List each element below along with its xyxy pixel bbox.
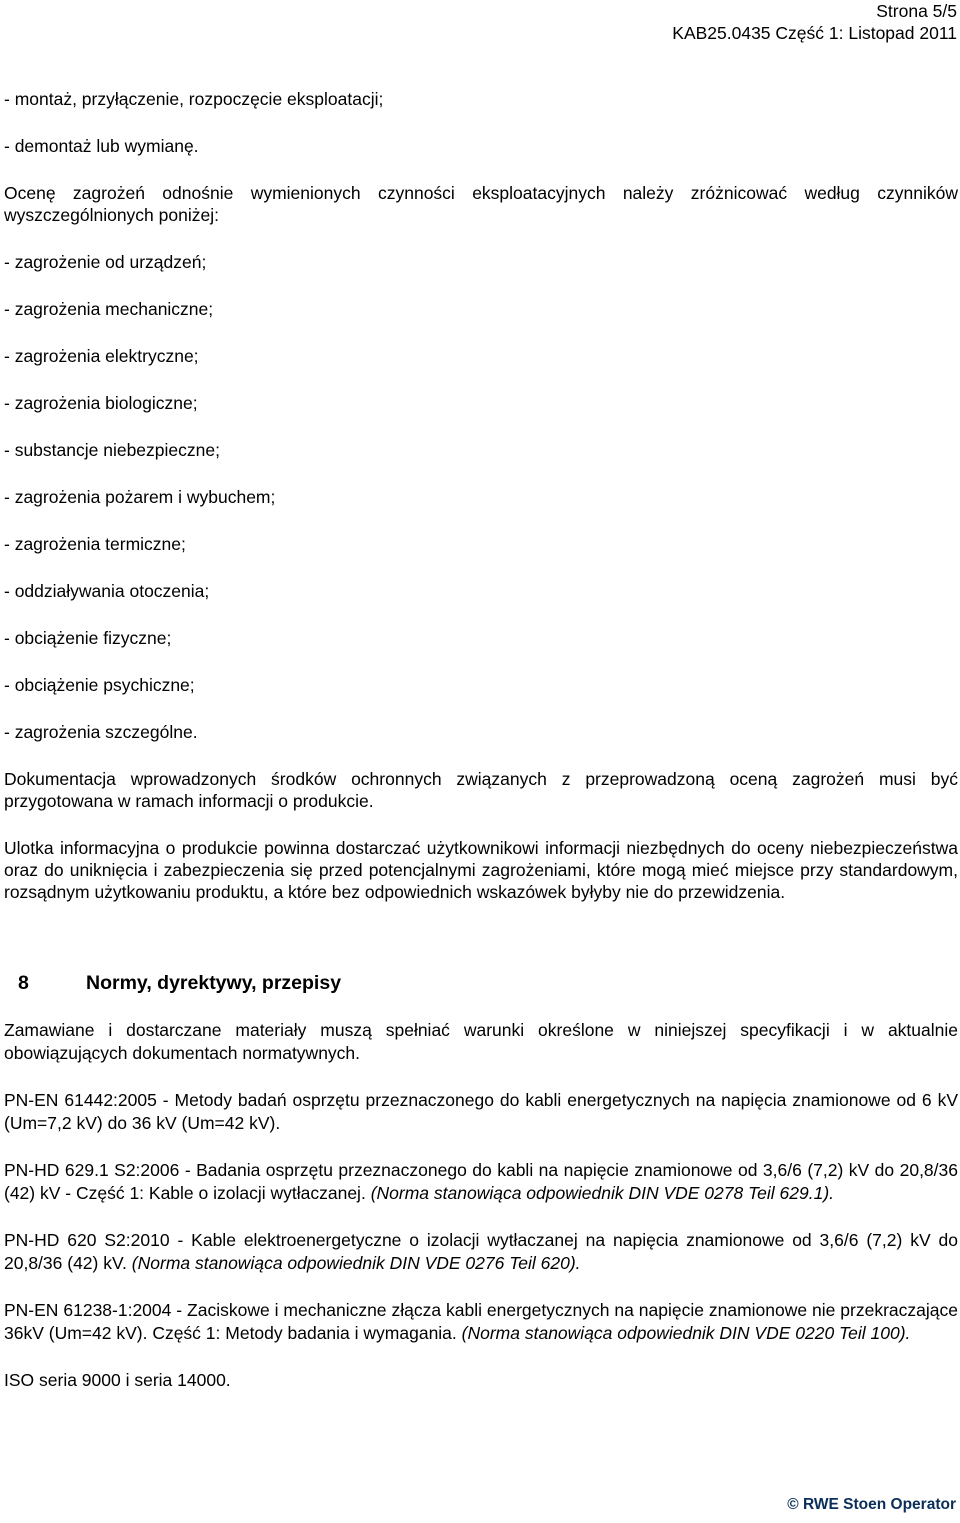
section-title: Normy, dyrektywy, przepisy [86, 972, 342, 994]
hazard-item: - zagrożenia elektryczne; [4, 346, 199, 366]
iso-paragraph: ISO seria 9000 i seria 14000. [4, 1370, 231, 1390]
standard-note: (Norma stanowiąca odpowiednik DIN VDE 0220 Teil 100). [461, 1323, 911, 1343]
hazard-item: - obciążenie psychiczne; [4, 675, 195, 695]
standard-text: PN-HD 629.1 S2:2006 - Badania osprzętu przeznaczonego do kabli na napięcie znamionowe od 3,6/6 (7,2) kV do 20,8/36 (42) kV - Część 1: Kable o izolacji wytłaczanej. [4, 1160, 958, 1203]
section-intro-paragraph: Zamawiane i dostarczane materiały muszą spełniać warunki określone w niniejszej specyfikacji i w aktualnie obowiązujących dokumentach normatywnych. [4, 1020, 958, 1063]
documentation-paragraph: Dokumentacja wprowadzonych środków ochronnych związanych z przeprowadzoną oceną zagrożeń musi być przygotowana w ramach informacji o produkcie. [4, 769, 958, 811]
document-body [4, 88, 958, 903]
list-item: - demontaż lub wymianę. [4, 136, 199, 156]
section-heading [18, 970, 341, 996]
hazard-item: - obciążenie fizyczne; [4, 628, 172, 648]
footer-logo: © RWE Stoen Operator [787, 1496, 956, 1513]
standard-text: PN-EN 61238-1:2004 - Zaciskowe i mechaniczne złącza kabli energetycznych na napięcie znamionowe nie przekraczające 36kV (Um=42 kV). Część 1: Metody badania i wymagania. [4, 1300, 958, 1343]
hazard-item: - substancje niebezpieczne; [4, 440, 220, 460]
page-header [672, 0, 957, 44]
hazard-item: - oddziaływania otoczenia; [4, 581, 210, 601]
standard-text: PN-HD 620 S2:2010 - Kable elektroenergetyczne o izolacji wytłaczanej na napięcia znamionowe od 3,6/6 (7,2) kV do 20,8/36 (42) kV. [4, 1230, 958, 1273]
standard-paragraph [4, 1159, 958, 1205]
section-body [4, 1019, 958, 1416]
standard-note: (Norma stanowiąca odpowiednik DIN VDE 0276 Teil 620). [131, 1253, 581, 1273]
section-number: 8 [18, 972, 29, 994]
hazard-item: - zagrożenia biologiczne; [4, 393, 198, 413]
leaflet-paragraph: Ulotka informacyjna o produkcie powinna dostarczać użytkownikowi informacji niezbędnych do oceny niebezpieczeństwa oraz do uniknięcia i zabezpieczenia się przed potencjalnymi zagrożeniami, które mogą mieć miejsce przy standardowym, rozsądnym użytkowaniu produktu, a które bez odpowiednich wskazówek byłyby nie do przewidzenia. [4, 838, 958, 902]
hazard-item: - zagrożenia mechaniczne; [4, 299, 214, 319]
standard-paragraph [4, 1229, 958, 1275]
assessment-intro-paragraph: Ocenę zagrożeń odnośnie wymienionych czynności eksploatacyjnych należy zróżnicować według czynników wyszczególnionych poniżej: [4, 183, 958, 225]
standard-paragraph: PN-EN 61442:2005 - Metody badań osprzętu przeznaczonego do kabli energetycznych na napięcia znamionowe od 6 kV (Um=7,2 kV) do 36 kV (Um=42 kV). [4, 1090, 958, 1133]
hazard-item: - zagrożenia szczególne. [4, 722, 198, 742]
hazard-item: - zagrożenie od urządzeń; [4, 252, 207, 272]
list-item: - montaż, przyłączenie, rozpoczęcie eksploatacji; [4, 89, 384, 109]
standard-paragraph [4, 1299, 958, 1345]
page-number: Strona 5/5 [876, 1, 957, 21]
document-reference: KAB25.0435 Część 1: Listopad 2011 [672, 23, 957, 43]
hazard-item: - zagrożenia termiczne; [4, 534, 186, 554]
hazard-item: - zagrożenia pożarem i wybuchem; [4, 487, 276, 507]
standard-note: (Norma stanowiąca odpowiednik DIN VDE 0278 Teil 629.1). [370, 1183, 835, 1203]
